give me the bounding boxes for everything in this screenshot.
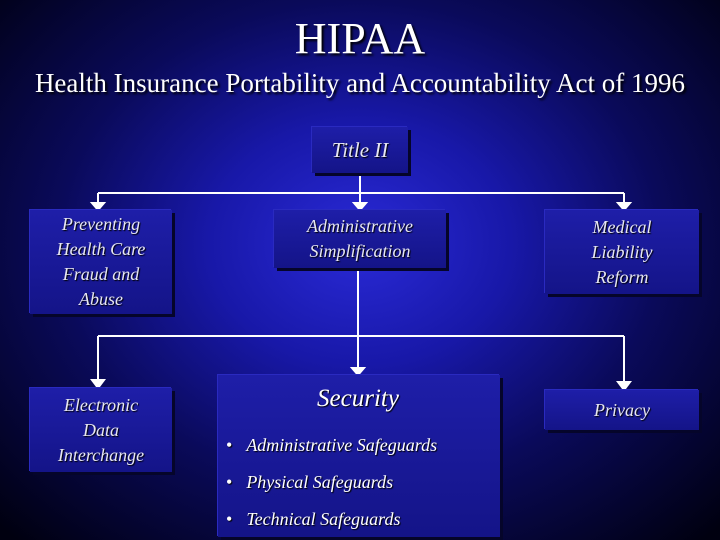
arrow-admin [354, 203, 366, 210]
safeguard-item [226, 464, 437, 501]
liability-line-2: Liability [591, 241, 653, 262]
privacy-box [545, 390, 699, 430]
bullet: • [226, 509, 233, 529]
edi-box [30, 388, 172, 472]
fraud-line-3: Fraud and [62, 264, 140, 284]
admin-line-2: Simplification [309, 241, 411, 261]
edi-line-3: Interchange [57, 444, 145, 465]
admin-simplification-box [274, 210, 446, 268]
fraud-abuse-box [30, 210, 172, 314]
arrow-liability [618, 203, 630, 210]
security-box [218, 375, 500, 537]
page-subtitle: Health Insurance Portability and Accountability Act of 1996 [34, 68, 686, 98]
safeguard-item [226, 501, 437, 538]
title-ii-box [312, 127, 408, 173]
fraud-line-1: Preventing [61, 214, 141, 234]
bullet: • [226, 472, 233, 492]
arrow-fraud [92, 203, 104, 210]
arrow-edi [92, 380, 104, 388]
fraud-line-4: Abuse [78, 289, 123, 309]
safeguard-label: Administrative Safeguards [246, 435, 438, 455]
page-title: HIPAA [294, 14, 426, 63]
arrow-privacy [618, 382, 630, 390]
title-ii-label: Title II [331, 137, 389, 162]
security-title: Security [317, 385, 399, 412]
safeguards-list [226, 427, 437, 538]
liability-reform-box [545, 210, 699, 294]
edi-line-1: Electronic [63, 394, 139, 415]
safeguard-label: Physical Safeguards [246, 472, 394, 492]
arrow-security [352, 368, 364, 375]
liability-line-1: Medical [592, 216, 652, 237]
admin-line-1: Administrative [307, 216, 413, 236]
fraud-line-2: Health Care [56, 239, 146, 259]
edi-line-2: Data [83, 419, 119, 440]
safeguard-item [226, 427, 437, 464]
liability-line-3: Reform [595, 266, 649, 287]
safeguard-label: Technical Safeguards [246, 509, 401, 529]
bullet: • [226, 435, 233, 455]
privacy-label: Privacy [594, 399, 650, 420]
